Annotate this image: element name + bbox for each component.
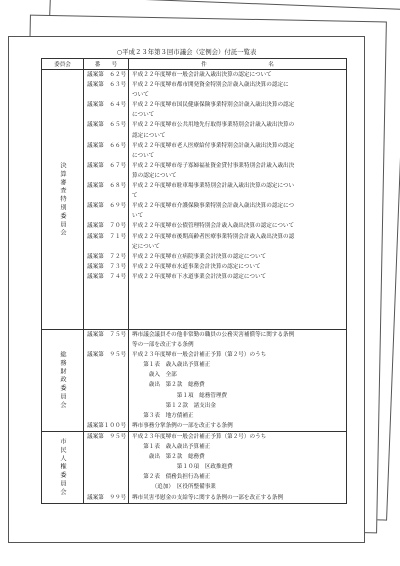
bill-number [84, 242, 128, 252]
bill-number: 議案第 ６８号 [87, 183, 127, 190]
bill-number [84, 482, 128, 492]
bill-number [84, 211, 128, 221]
bill-title-line: 平成２２年度堺市老人医療給付事業特別会計歳入歳出決算の認定 [132, 142, 295, 149]
bill-title-cell [129, 330, 347, 432]
bill-number: 議案第 ７０号 [87, 223, 127, 230]
bill-title-line: 堺市議会議員その他非常勤の職員の公務災害補償等に関する条例 [132, 332, 295, 338]
bill-title-line: 平成２２年度堺市公共用地先行取得事業特別会計歳入歳出決算の [132, 122, 295, 129]
bill-number: 議案第 ９５号 [87, 433, 127, 440]
bill-title-line: 算の認定について [132, 172, 177, 179]
bill-number [84, 411, 128, 421]
bill-number: 議案第 ６２号 [87, 72, 127, 78]
bill-number: 議案第 ６４号 [87, 102, 127, 109]
bill-title-line: 平成２３年度堺市一般会計補正予算（第２号）のうち [132, 352, 267, 359]
committee-name: 総務財政委員会 [59, 351, 66, 410]
bill-number: 議案第 ６６号 [87, 142, 127, 149]
bill-title-line: 第１２款 諸支出金 [132, 402, 216, 409]
bill-title-line: 堺市事務分掌条例の一部を改正する条例 [132, 422, 233, 429]
bill-title-cell [129, 431, 347, 503]
referral-table [41, 58, 347, 504]
bill-title-line: （追加） 区役所整備事業 [132, 484, 216, 491]
bill-title-line: 第３表 地方債補正 [132, 412, 194, 419]
bill-title-line: 平成２２年度堺市都市開発資金特別会計歳入歳出決算の認定に [132, 82, 289, 89]
bill-title-line: 平成２２年度堺市後期高齢者医療事業特別会計歳入歳出決算の認 [132, 233, 295, 240]
bill-number: 議案第 ７４号 [87, 273, 127, 280]
bill-number [84, 360, 128, 370]
bill-title-line: 平成２２年度堺市公債管理特別会計歳入歳出決算の認定について [132, 223, 295, 230]
bill-number: 議案第 ６７号 [87, 162, 127, 169]
bill-number [84, 401, 128, 411]
committee-cell [42, 431, 84, 503]
committee-group-row [42, 70, 347, 330]
bill-title-line: 平成２２年度堺市水道事業会計決算の認定について [132, 263, 261, 270]
bill-number: 議案第 ６５号 [87, 122, 127, 129]
bill-title-line: 定について [132, 243, 160, 250]
bill-title-line: 平成２２年度堺市一般会計歳入歳出決算の認定について [132, 72, 272, 78]
bill-number [84, 380, 128, 390]
bill-title-line: 第１項 総務管理費 [132, 392, 228, 399]
bill-title-line: いて [132, 213, 144, 220]
bill-number [84, 472, 128, 482]
document-title: ○平成２３年第３回市議会（定例会）付託一覧表 [116, 48, 257, 56]
table-header-row [42, 59, 347, 70]
bill-title-line: 平成２２年度堺市国民健康保険事業特別会計歳入歳出決算の認定 [132, 102, 295, 109]
front-page [8, 36, 365, 543]
bill-number: 議案第 ９５号 [87, 352, 127, 359]
bill-number-cell [84, 70, 129, 330]
bill-title-line: 平成２２年度堺市母子寡婦福祉資金貸付事業特別会計歳入歳出決 [132, 162, 295, 169]
header-committee: 委員会 [42, 59, 84, 70]
bill-number [84, 391, 128, 401]
bill-number [84, 131, 128, 141]
bill-title-cell [129, 70, 347, 330]
bill-title-line: について [132, 112, 155, 119]
header-number: 番 号 [84, 59, 129, 70]
committee-group-row [42, 330, 347, 432]
bill-title-line: 等の一部を改正する条例 [132, 342, 194, 349]
bill-title-line: 歳出 第２款 総務費 [132, 454, 205, 461]
bill-number [84, 442, 128, 452]
bill-number [84, 370, 128, 380]
bill-title-line: 第１表 歳入歳出予算補正 [132, 444, 211, 451]
header-item: 件 名 [129, 59, 347, 70]
bill-title-line: 歳入 全部 [132, 372, 177, 379]
bill-number [84, 462, 128, 472]
bill-number [84, 171, 128, 181]
bill-number [84, 340, 128, 350]
bill-title-line: 認定について [132, 132, 166, 139]
bill-number [84, 90, 128, 100]
bill-number [84, 452, 128, 462]
bill-number [84, 110, 128, 120]
bill-number: 議案第１００号 [87, 422, 127, 429]
bill-number: 議案第 ７１号 [87, 233, 127, 240]
bill-number: 議案第 ９９号 [87, 494, 127, 501]
bill-number: 議案第 ６３号 [87, 82, 127, 89]
bill-title-line: 平成２３年度堺市一般会計補正予算（第２号）のうち [132, 433, 267, 440]
bill-title-line: 平成２２年度堺市駐車場事業特別会計歳入歳出決算の認定につい [132, 183, 295, 190]
committee-group-row [42, 431, 347, 503]
bill-title-line: 第１表 歳入歳出予算補正 [132, 362, 211, 369]
bill-title-line: 歳出 第２款 総務費 [132, 382, 205, 389]
bill-number: 議案第 ７３号 [87, 263, 127, 270]
bill-number [84, 151, 128, 161]
bill-number: 議案第 ６９号 [87, 203, 127, 210]
bill-title-line: ついて [132, 92, 149, 99]
bill-title-line: 平成２２年度堺市介護保険事業特別会計歳入歳出決算の認定につ [132, 203, 295, 210]
bill-number: 議案第 ７５号 [87, 332, 127, 338]
bill-number: 議案第 ７２号 [87, 253, 127, 260]
bill-title-line: 第２表 債務負担行為補正 [132, 474, 211, 481]
bill-title-line: について [132, 152, 155, 159]
bill-number-cell [84, 431, 129, 503]
bill-title-line: 平成２２年度堺市下水道事業会計決算の認定について [132, 273, 267, 280]
bill-number [84, 191, 128, 201]
bill-number-cell [84, 330, 129, 432]
bill-title-line: 堺市災害弔慰金の支給等に関する条例の一部を改正する条例 [132, 494, 284, 501]
bill-title-line: て [132, 193, 138, 200]
committee-cell [42, 330, 84, 432]
committee-name: 決算審査特別委員会 [59, 161, 66, 238]
committee-name: 市民人権委員会 [59, 437, 66, 497]
committee-cell [42, 70, 84, 330]
bill-title-line: 第１０項 区政推進費 [132, 464, 233, 471]
bill-title-line: 平成２２年度堺市立病院事業会計決算の認定について [132, 253, 267, 260]
